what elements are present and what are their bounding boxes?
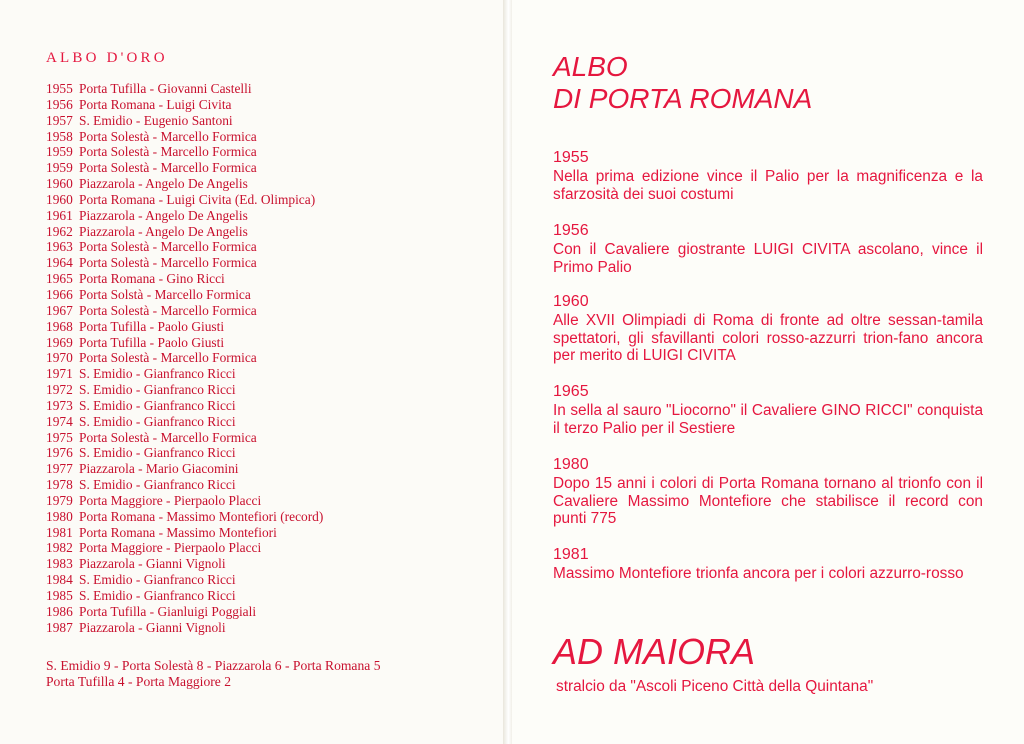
winner-text: S. Emidio - Eugenio Santoni <box>79 112 233 128</box>
winner-row <box>46 430 323 446</box>
winner-year: 1967 <box>46 302 73 318</box>
winner-year: 1958 <box>46 128 73 144</box>
winner-year: 1956 <box>46 96 73 112</box>
winner-year: 1985 <box>46 588 73 603</box>
winner-row <box>46 350 323 366</box>
winner-row <box>46 509 323 525</box>
winner-text: Porta Romana - Luigi Civita (Ed. Olimpica) <box>79 191 316 207</box>
winner-year: 1965 <box>46 271 73 287</box>
history-entry <box>553 222 983 276</box>
winner-year: 1960 <box>46 176 73 192</box>
summary-line: S. Emidio 9 - Porta Solestà 8 - Piazzarola 6 - Porta Romana 5 <box>46 658 381 673</box>
winner-year: 1986 <box>46 603 73 619</box>
winner-text: Porta Solestà - Marcello Formica <box>79 429 257 445</box>
entry-text: Alle XVII Olimpiadi di Roma di fronte ad oltre sessan-tamila spettatori, gli sfavillanti colori rosso-azzurri trion-fano ancora per merito di LUIGI CIVITA <box>553 312 983 365</box>
history-entry <box>553 293 983 365</box>
winner-year: 1970 <box>46 350 73 366</box>
winner-year: 1980 <box>46 508 73 524</box>
winner-year: 1974 <box>46 413 73 429</box>
title-line: DI PORTA ROMANA <box>553 83 813 114</box>
winner-text: Porta Solestà - Marcello Formica <box>79 128 257 144</box>
winner-year: 1972 <box>46 382 73 398</box>
entry-text: Dopo 15 anni i colori di Porta Romana tornano al trionfo con il Cavaliere Massimo Montefiore che stabilisce il record con punti 775 <box>553 475 983 528</box>
winner-row <box>46 176 323 192</box>
entry-year: 1965 <box>553 383 589 400</box>
entry-text: Massimo Montefiore trionfa ancora per i colori azzurro-rosso <box>553 565 964 582</box>
winner-year: 1968 <box>46 318 73 334</box>
winner-year: 1964 <box>46 255 73 271</box>
winner-row <box>46 160 323 176</box>
winner-year: 1966 <box>46 286 73 302</box>
winner-year: 1983 <box>46 556 73 572</box>
winner-text: Porta Solestà - Marcello Formica <box>79 255 257 271</box>
winner-row <box>46 477 323 493</box>
winner-text: Piazzarola - Angelo De Angelis <box>79 223 248 239</box>
winner-text: Porta Solestà - Marcello Formica <box>79 239 257 255</box>
winner-text: Piazzarola - Gianni Vignoli <box>79 619 226 635</box>
winner-text: Porta Solestà - Marcello Formica <box>79 302 257 318</box>
winner-row <box>46 588 323 604</box>
winner-text: Porta Solestà - Marcello Formica <box>79 350 257 366</box>
winner-row <box>46 271 323 287</box>
winner-year: 1978 <box>46 477 73 493</box>
winner-year: 1960 <box>46 191 73 207</box>
winner-row <box>46 335 323 351</box>
winner-text: S. Emidio - Gianfranco Ricci <box>79 397 236 413</box>
winner-text: S. Emidio - Gianfranco Ricci <box>79 366 236 382</box>
winner-text: Porta Solestà - Marcello Formica <box>79 160 257 176</box>
winner-year: 1962 <box>46 223 73 239</box>
closing-motto: AD MAIORA <box>553 631 756 672</box>
winner-row <box>46 97 323 113</box>
winner-year: 1969 <box>46 334 73 350</box>
winner-year: 1979 <box>46 492 73 508</box>
winner-text: Porta Maggiore - Pierpaolo Placci <box>79 492 262 508</box>
winner-text: Porta Tufilla - Paolo Giusti <box>79 318 225 334</box>
entry-text: Nella prima edizione vince il Palio per la magnificenza e la sfarzosità dei suoi costumi <box>553 168 983 203</box>
winner-year: 1971 <box>46 366 73 382</box>
winner-text: Piazzarola - Gianni Vignoli <box>79 556 226 572</box>
winner-row <box>46 224 323 240</box>
entry-text: Con il Cavaliere giostrante LUIGI CIVITA ascolano, vince il Primo Palio <box>553 241 983 276</box>
wins-summary <box>46 658 381 690</box>
winner-row <box>46 113 323 129</box>
winner-text: Piazzarola - Angelo De Angelis <box>79 207 248 223</box>
winner-year: 1975 <box>46 429 73 445</box>
source-note: stralcio da "Ascoli Piceno Città della Quintana" <box>556 678 874 695</box>
winner-row <box>46 461 323 477</box>
winner-text: S. Emidio - Gianfranco Ricci <box>79 445 236 461</box>
winner-year: 1984 <box>46 572 73 588</box>
winner-row <box>46 144 323 160</box>
title-line: ALBO <box>553 51 628 82</box>
winner-text: Porta Solestà - Marcello Formica <box>79 144 257 160</box>
entry-year: 1980 <box>553 456 589 473</box>
winner-text: S. Emidio - Gianfranco Ricci <box>79 588 236 603</box>
winner-text: S. Emidio - Gianfranco Ricci <box>79 413 236 429</box>
winner-text: Porta Tufilla - Giovanni Castelli <box>79 81 252 96</box>
winner-row <box>46 319 323 335</box>
winner-row <box>46 445 323 461</box>
winner-text: Porta Solstà - Marcello Formica <box>79 286 251 302</box>
summary-line: Porta Tufilla 4 - Porta Maggiore 2 <box>46 674 232 689</box>
winner-year: 1963 <box>46 239 73 255</box>
winner-row <box>46 493 323 509</box>
winner-text: Porta Maggiore - Pierpaolo Placci <box>79 540 262 556</box>
winner-year: 1982 <box>46 540 73 556</box>
winner-text: Porta Tufilla - Paolo Giusti <box>79 334 225 350</box>
winner-row <box>46 604 323 620</box>
winner-row <box>46 255 323 271</box>
winner-text: Porta Tufilla - Gianluigi Poggiali <box>79 603 257 619</box>
winner-text: Porta Romana - Luigi Civita <box>79 96 232 112</box>
winner-row <box>46 556 323 572</box>
winner-text: Piazzarola - Angelo De Angelis <box>79 176 248 192</box>
winner-row <box>46 303 323 319</box>
winner-text: S. Emidio - Gianfranco Ricci <box>79 477 236 493</box>
winner-row <box>46 382 323 398</box>
winner-row <box>46 366 323 382</box>
winner-row <box>46 414 323 430</box>
winner-row <box>46 525 323 541</box>
winner-text: Porta Romana - Massimo Montefiori (record) <box>79 508 324 524</box>
winners-list <box>46 81 323 636</box>
history-entry <box>553 456 983 528</box>
winner-year: 1959 <box>46 144 73 160</box>
entry-year: 1981 <box>553 546 589 563</box>
winner-row <box>46 540 323 556</box>
winner-year: 1973 <box>46 397 73 413</box>
winner-row <box>46 239 323 255</box>
winner-row <box>46 208 323 224</box>
winner-row <box>46 192 323 208</box>
winner-year: 1955 <box>46 81 73 96</box>
winner-year: 1981 <box>46 524 73 540</box>
winner-year: 1957 <box>46 112 73 128</box>
entry-year: 1955 <box>553 149 589 166</box>
winner-row <box>46 287 323 303</box>
history-entry <box>553 383 983 437</box>
winner-row <box>46 81 323 97</box>
winner-text: Porta Romana - Gino Ricci <box>79 271 225 287</box>
winner-row <box>46 572 323 588</box>
winner-text: Porta Romana - Massimo Montefiori <box>79 524 277 540</box>
winner-row <box>46 398 323 414</box>
winner-year: 1987 <box>46 619 73 635</box>
page-title <box>553 51 812 115</box>
entry-text: In sella al sauro "Liocorno" il Cavaliere GINO RICCI" conquista il terzo Palio per il Sestiere <box>553 402 983 437</box>
winner-text: S. Emidio - Gianfranco Ricci <box>79 572 236 588</box>
winner-year: 1976 <box>46 445 73 461</box>
winner-row <box>46 620 323 636</box>
winner-text: Piazzarola - Mario Giacomini <box>79 461 239 477</box>
left-page <box>0 0 503 744</box>
page-gutter <box>503 0 512 744</box>
history-entry <box>553 149 983 203</box>
winner-year: 1959 <box>46 160 73 176</box>
entry-year: 1960 <box>553 293 589 310</box>
winner-row <box>46 129 323 145</box>
entry-year: 1956 <box>553 222 589 239</box>
winner-text: S. Emidio - Gianfranco Ricci <box>79 382 236 398</box>
albo-doro-heading: ALBO D'ORO <box>46 50 168 66</box>
winner-year: 1961 <box>46 207 73 223</box>
history-entry <box>553 546 983 583</box>
winner-year: 1977 <box>46 461 73 477</box>
